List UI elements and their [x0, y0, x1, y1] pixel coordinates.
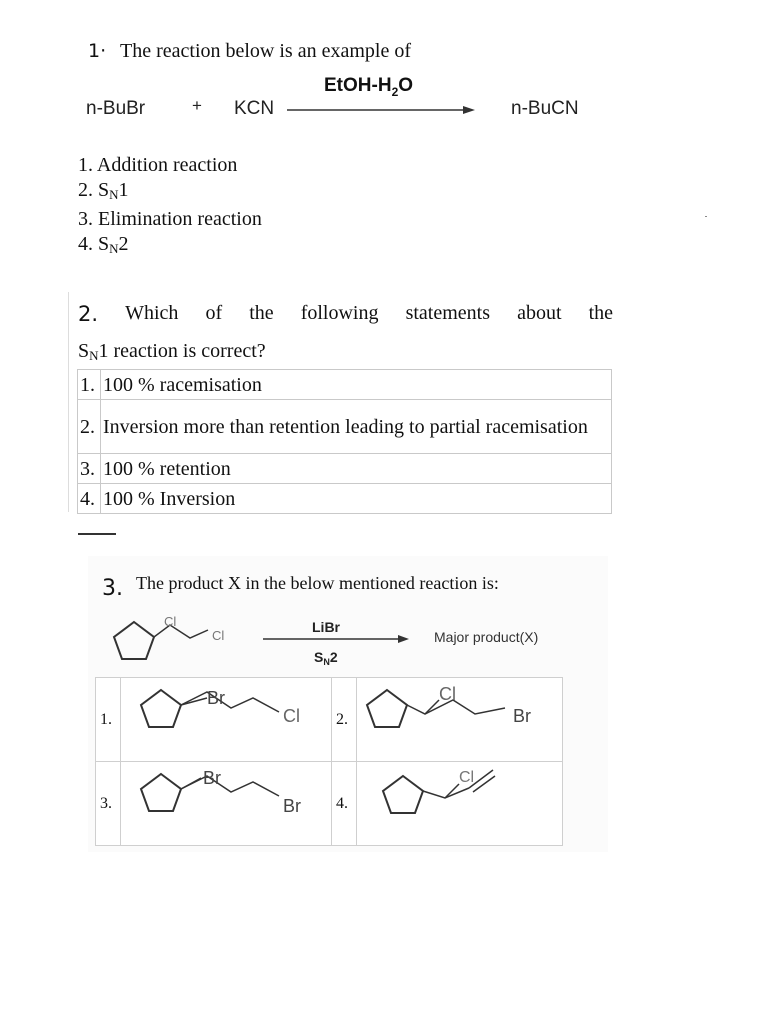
question-1-number: 1·	[88, 40, 107, 62]
q1-option-4[interactable]: 4. SN2	[78, 232, 129, 256]
major-product-label: Major product(X)	[434, 629, 539, 645]
question-2-line-1: 2. Which of the following statements about the	[78, 302, 613, 326]
q3-option-1[interactable]	[121, 678, 332, 762]
question-3-options-grid	[95, 677, 563, 846]
q3-option-2-number: 2.	[332, 678, 357, 762]
q2-option-4[interactable]: 4. 100 % Inversion	[78, 484, 612, 514]
svg-text:Br: Br	[283, 796, 301, 816]
question-2-number: 2.	[78, 302, 99, 326]
question-1-options	[78, 153, 262, 261]
reagent-libr: LiBr	[312, 619, 340, 635]
reaction-reagent: EtOH-$H_2O$	[324, 75, 414, 99]
question-2-options-table	[77, 369, 612, 514]
q3-option-4[interactable]	[357, 762, 563, 846]
question-3-number: 3.	[102, 576, 123, 601]
q1-option-2[interactable]: 2. SN1	[78, 178, 129, 202]
svg-text:Br: Br	[513, 706, 531, 726]
q3-option-3-number: 3.	[96, 762, 121, 846]
start-cl-2: Cl	[212, 628, 225, 643]
question-1-text: The reaction below is an example of	[120, 40, 411, 62]
q1-option-3[interactable]: 3. Elimination reaction	[78, 208, 262, 230]
start-cl-1: Cl	[164, 614, 177, 629]
q2-option-2[interactable]: 2. Inversion more than retention leading to partial racemisation	[78, 400, 612, 454]
starting-material-structure	[114, 614, 224, 659]
q3-option-3-structure	[121, 762, 331, 840]
q3-option-4-structure	[357, 762, 562, 840]
q3-option-2[interactable]	[357, 678, 563, 762]
svg-text:Br: Br	[203, 768, 221, 788]
stray-mark	[705, 216, 707, 217]
reagent-sn2: $S_N2$	[314, 649, 338, 667]
q3-option-4-number: 4.	[332, 762, 357, 846]
question-3-text: The product X in the below mentioned reaction is:	[136, 573, 499, 593]
q1-option-1[interactable]: 1. Addition reaction	[78, 154, 238, 176]
q3-option-3[interactable]	[121, 762, 332, 846]
reaction-arrow	[287, 104, 477, 116]
product-nbucn: n-BuCN	[511, 98, 579, 119]
q3-option-1-number: 1.	[96, 678, 121, 762]
svg-text:Cl: Cl	[439, 684, 456, 704]
q3-option-1-structure	[121, 678, 331, 756]
q2-option-3[interactable]: 3. 100 % retention	[78, 454, 612, 484]
reactant-kcn: KCN	[234, 98, 275, 119]
separator-line	[78, 533, 116, 535]
svg-text:Cl: Cl	[283, 706, 300, 726]
svg-text:Cl: Cl	[459, 769, 475, 786]
svg-text:Br: Br	[207, 688, 225, 708]
scheme-arrow-head	[398, 635, 409, 643]
reactant-nbubr: n-BuBr	[86, 98, 146, 119]
q3-option-2-structure	[357, 678, 562, 756]
plus-sign: +	[192, 96, 202, 115]
question-2-edge	[68, 292, 69, 512]
question-2-line-2: SN1 reaction is correct?	[78, 340, 266, 363]
q2-option-1[interactable]: 1. 100 % racemisation	[78, 370, 612, 400]
reaction-scheme	[100, 612, 570, 670]
